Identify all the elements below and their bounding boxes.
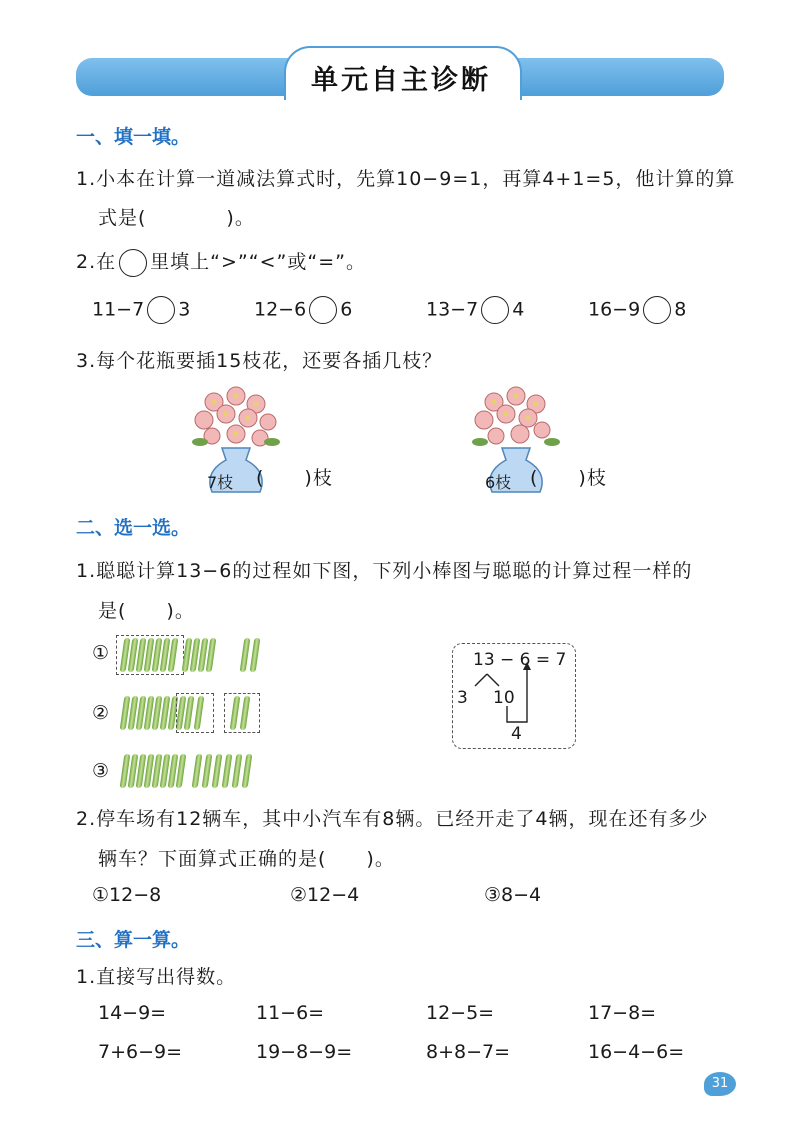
q1-line2: 式是( )。 bbox=[98, 207, 255, 229]
choose2-option-1[interactable]: ①12−8 bbox=[92, 884, 162, 906]
calc-heading: 1.直接写出得数。 bbox=[76, 966, 237, 988]
choose1-line2: 是( )。 bbox=[98, 600, 195, 622]
answer-circle[interactable] bbox=[309, 296, 337, 324]
choose1-line1: 1.聪聪计算13−6的过程如下图，下列小棒图与聪聪的计算过程一样的 bbox=[76, 560, 693, 582]
option-1[interactable]: ① bbox=[92, 642, 110, 664]
vase-answer-2[interactable]: ( )枝 bbox=[530, 467, 607, 489]
choose2-line2: 辆车？下面算式正确的是( )。 bbox=[98, 848, 395, 870]
diagram-mid: 10 bbox=[493, 688, 515, 708]
q1-line1: 1.小本在计算一道减法算式时，先算10−9=1，再算4+1=5，他计算的算 bbox=[76, 168, 736, 190]
section-calc: 三、算一算。 bbox=[76, 929, 191, 951]
section-choose: 二、选一选。 bbox=[76, 517, 191, 539]
compare-item-1: 11−7 3 bbox=[92, 296, 190, 324]
answer-circle[interactable] bbox=[481, 296, 509, 324]
vase-answer-1[interactable]: ( )枝 bbox=[256, 467, 333, 489]
calc-item[interactable]: 7+6−9= bbox=[98, 1041, 183, 1063]
compare-item-2: 12−6 6 bbox=[254, 296, 352, 324]
diagram-bottom: 4 bbox=[511, 724, 522, 744]
diagram-left: 3 bbox=[457, 688, 468, 708]
calc-item[interactable]: 12−5= bbox=[426, 1002, 495, 1024]
answer-circle[interactable] bbox=[643, 296, 671, 324]
sticks-option-3 bbox=[118, 754, 278, 790]
q3-text: 3.每个花瓶要插15枝花，还要各插几枝？ bbox=[76, 350, 443, 372]
circle-icon bbox=[119, 249, 147, 277]
compare-item-4: 16−9 8 bbox=[588, 296, 686, 324]
answer-circle[interactable] bbox=[147, 296, 175, 324]
sticks-option-2 bbox=[118, 696, 278, 732]
q2-text bbox=[76, 247, 366, 277]
calc-item[interactable]: 11−6= bbox=[256, 1002, 325, 1024]
calculation-diagram bbox=[452, 643, 576, 749]
calc-item[interactable]: 14−9= bbox=[98, 1002, 167, 1024]
vase-label-1: 7枝 bbox=[207, 473, 234, 492]
compare-item-3: 13−7 4 bbox=[426, 296, 524, 324]
calc-item[interactable]: 17−8= bbox=[588, 1002, 657, 1024]
choose2-option-2[interactable]: ②12−4 bbox=[290, 884, 360, 906]
q2-suffix: 里填上“>”“<”或“=”。 bbox=[150, 251, 366, 273]
page-title: 单元自主诊断 bbox=[311, 65, 491, 96]
option-3[interactable]: ③ bbox=[92, 760, 110, 782]
calc-item[interactable]: 16−4−6= bbox=[588, 1041, 685, 1063]
calc-item[interactable]: 19−8−9= bbox=[256, 1041, 353, 1063]
q2-prefix: 2.在 bbox=[76, 251, 117, 273]
section-fill: 一、填一填。 bbox=[76, 126, 191, 148]
page-number-badge: 31 bbox=[704, 1072, 736, 1096]
calc-item[interactable]: 8+8−7= bbox=[426, 1041, 511, 1063]
choose2-line1: 2.停车场有12辆车，其中小汽车有8辆。已经开走了4辆，现在还有多少 bbox=[76, 808, 709, 830]
option-2[interactable]: ② bbox=[92, 702, 110, 724]
choose2-option-3[interactable]: ③8−4 bbox=[484, 884, 542, 906]
diagram-equation: 13 − 6 = 7 bbox=[473, 650, 567, 670]
vase-label-2: 6枝 bbox=[485, 473, 512, 492]
sticks-option-1 bbox=[118, 638, 278, 674]
